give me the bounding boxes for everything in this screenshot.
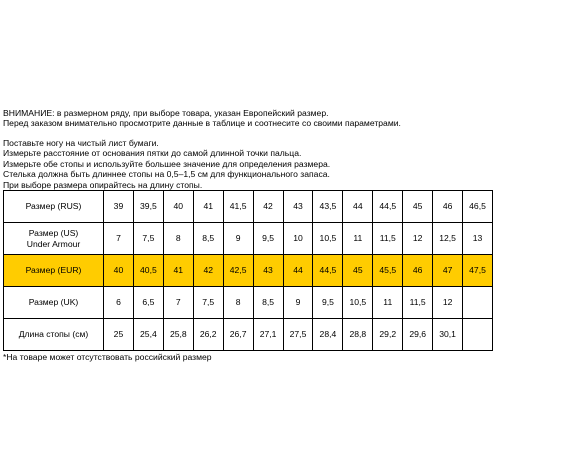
table-cell: 27,5 (283, 319, 313, 351)
table-cell (463, 319, 493, 351)
notice-line: Перед заказом внимательно просмотрите данные в таблице и соотнесите со своими параметрами. (3, 118, 401, 129)
table-cell: 7 (163, 287, 193, 319)
table-cell: 25 (104, 319, 134, 351)
notice (3, 108, 401, 129)
instruction-line: Поставьте ногу на чистый лист бумаги. (3, 138, 159, 148)
table-cell (463, 287, 493, 319)
instruction-line: При выборе размера опирайтесь на длину стопы. (3, 179, 203, 190)
table-cell: 44,5 (373, 191, 403, 223)
table-cell: 46 (403, 255, 433, 287)
table-cell: 39 (104, 191, 134, 223)
table-cell: 44 (283, 255, 313, 287)
table-cell: 47 (433, 255, 463, 287)
table-cell: 41 (193, 191, 223, 223)
table-cell: 8 (163, 223, 193, 255)
row-eur (4, 255, 493, 287)
table-cell: 28,8 (343, 319, 373, 351)
table-cell: 9,5 (313, 287, 343, 319)
table-cell: 9 (283, 287, 313, 319)
row-label: Размер (UK) (4, 287, 104, 319)
size-chart-table (3, 190, 493, 351)
table-cell: 25,4 (133, 319, 163, 351)
table-cell: 7,5 (133, 223, 163, 255)
table-cell: 43,5 (313, 191, 343, 223)
instruction-line: Измерьте расстояние от основания пятки до самой длинной точки пальца. (3, 148, 302, 159)
table-cell: 10,5 (343, 287, 373, 319)
table-cell: 45,5 (373, 255, 403, 287)
table-cell: 12 (433, 287, 463, 319)
row-label (4, 223, 104, 255)
table-cell: 6,5 (133, 287, 163, 319)
table-cell: 44 (343, 191, 373, 223)
table-cell: 42 (193, 255, 223, 287)
row-label: Длина стопы (см) (4, 319, 104, 351)
table-cell: 10,5 (313, 223, 343, 255)
table-cell: 42 (253, 191, 283, 223)
table-cell: 45 (343, 255, 373, 287)
table-cell: 46 (433, 191, 463, 223)
row-us (4, 223, 493, 255)
table-cell: 11,5 (403, 287, 433, 319)
row-label-main: Размер (US) (28, 228, 79, 238)
table-cell: 6 (104, 287, 134, 319)
table-cell: 42,5 (223, 255, 253, 287)
table-cell: 41,5 (223, 191, 253, 223)
table-cell: 40 (163, 191, 193, 223)
table-cell: 43 (283, 191, 313, 223)
table-cell: 8 (223, 287, 253, 319)
table-cell: 9,5 (253, 223, 283, 255)
table-cell: 43 (253, 255, 283, 287)
table-cell: 11,5 (373, 223, 403, 255)
table-cell: 10 (283, 223, 313, 255)
row-uk (4, 287, 493, 319)
table-cell: 27,1 (253, 319, 283, 351)
table-cell: 26,2 (193, 319, 223, 351)
row-label: Размер (RUS) (4, 191, 104, 223)
row-label-sub: Under Armour (26, 238, 81, 249)
instruction-line: Измерьте обе стопы и используйте большее значение для определения размера. (3, 158, 331, 169)
row-rus (4, 191, 493, 223)
row-foot-length (4, 319, 493, 351)
table-cell: 11 (343, 223, 373, 255)
notice-line: ВНИМАНИЕ: в размерном ряду, при выборе товара, указан Европейский размер. (3, 108, 329, 118)
table-cell: 28,4 (313, 319, 343, 351)
table-cell: 7 (104, 223, 134, 255)
table-cell: 7,5 (193, 287, 223, 319)
table-cell: 29,6 (403, 319, 433, 351)
table-cell: 40,5 (133, 255, 163, 287)
table-cell: 29,2 (373, 319, 403, 351)
table-cell: 39,5 (133, 191, 163, 223)
table-cell: 26,7 (223, 319, 253, 351)
table-cell: 40 (104, 255, 134, 287)
table-cell: 8,5 (253, 287, 283, 319)
table-cell: 9 (223, 223, 253, 255)
table-cell: 12 (403, 223, 433, 255)
table-cell: 45 (403, 191, 433, 223)
table-cell: 8,5 (193, 223, 223, 255)
instruction-line: Стелька должна быть длиннее стопы на 0,5–1,5 см для функционального запаса. (3, 169, 330, 180)
row-label: Размер (EUR) (4, 255, 104, 287)
table-cell: 44,5 (313, 255, 343, 287)
measurement-instructions (3, 138, 330, 190)
footnote: *На товаре может отсутствовать российский размер (3, 352, 212, 362)
table-cell: 47,5 (463, 255, 493, 287)
table-cell: 12,5 (433, 223, 463, 255)
table-cell: 46,5 (463, 191, 493, 223)
table-cell: 30,1 (433, 319, 463, 351)
table-cell: 25,8 (163, 319, 193, 351)
table-cell: 11 (373, 287, 403, 319)
table-cell: 41 (163, 255, 193, 287)
table-cell: 13 (463, 223, 493, 255)
